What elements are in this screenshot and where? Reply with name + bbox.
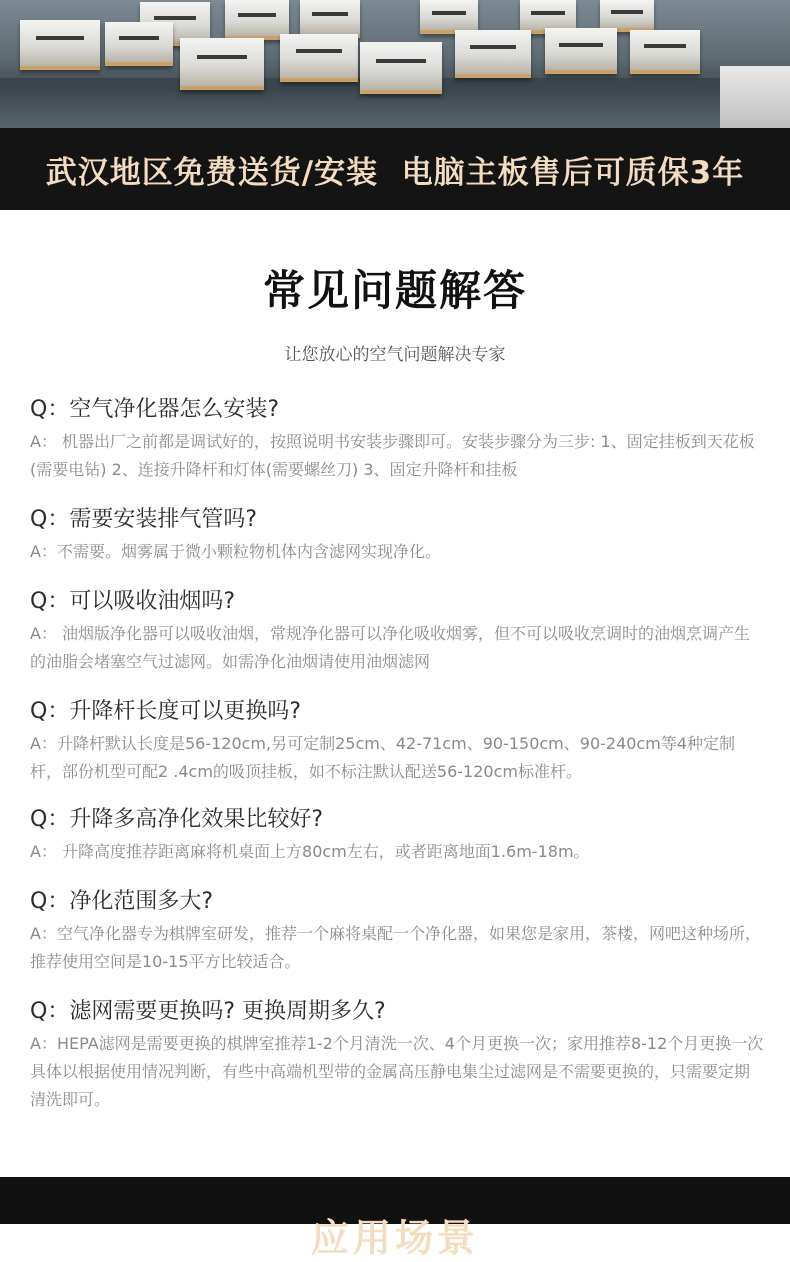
faq-answer: A： 机器出厂之前都是调试好的，按照说明书安装步骤即可。安装步骤分为三步: 1、固定挂板到天花板(需要电钻) 2、连接升降杆和灯体(需要螺丝刀) 3、固定升降杆和挂板	[30, 432, 755, 479]
faq-answer: A：空气净化器专为棋牌室研发，推荐一个麻将桌配一个净化器，如果您是家用，茶楼，网吧这种场所，推荐使用空间是10-15平方比较适合。	[30, 924, 761, 971]
faq-question: Q：升降杆长度可以更换吗?	[30, 699, 301, 724]
unit-shape	[20, 20, 100, 70]
faq-answer: A： 油烟版净化器可以吸收油烟，常规净化器可以净化吸收烟雾，但不可以吸收烹调时的油烟烹调产生的油脂会堵塞空气过滤网。如需净化油烟请使用油烟滤网	[30, 624, 751, 671]
faq-item	[30, 996, 765, 1114]
footer-band	[0, 1177, 790, 1260]
hero-dock	[720, 66, 790, 128]
unit-shape	[280, 34, 358, 82]
footer-title: 应用场景	[310, 1216, 479, 1260]
faq-question: Q：空气净化器怎么安装?	[30, 397, 279, 422]
hero-image	[0, 0, 790, 128]
unit-shape	[360, 42, 442, 94]
faq-list	[30, 394, 765, 1114]
unit-shape	[300, 0, 360, 38]
unit-shape	[630, 30, 700, 74]
unit-shape	[105, 22, 173, 66]
faq-item	[30, 886, 765, 996]
faq-answer: A：升降杆默认长度是56-120cm,另可定制25cm、42-71cm、90-150cm、90-240cm等4种定制杆，部份机型可配2 .4cm的吸顶挂板，如不标注默认配送56-120cm标准杆。	[30, 734, 735, 781]
faq-answer: A：不需要。烟雾属于微小颗粒物机体内含滤网实现净化。	[30, 542, 441, 561]
unit-shape	[420, 0, 478, 34]
faq-item	[30, 504, 765, 586]
faq-item	[30, 804, 765, 886]
faq-question: Q：升降多高净化效果比较好?	[30, 807, 323, 832]
faq-item	[30, 696, 765, 804]
faq-item	[30, 394, 765, 504]
faq-question: Q：净化范围多大?	[30, 889, 213, 914]
faq-question: Q：滤网需要更换吗? 更换周期多久?	[30, 999, 386, 1024]
unit-shape	[545, 28, 617, 74]
faq-question: Q：可以吸收油烟吗?	[30, 589, 235, 614]
faq-item	[30, 586, 765, 696]
section-title: 常见问题解答	[262, 266, 527, 315]
faq-answer: A：HEPA滤网是需要更换的棋牌室推荐1-2个月清洗一次、4个月更换一次；家用推荐8-12个月更换一次具体以根据使用情况判断，有些中高端机型带的金属高压静电集尘过滤网是不需要更换的，只需要定期清洗即可。	[30, 1034, 764, 1109]
promo-banner	[0, 128, 790, 210]
promo-banner-text: 武汉地区免费送货/安装 电脑主板售后可质保3年	[45, 154, 745, 191]
faq-question: Q：需要安装排气管吗?	[30, 507, 257, 532]
unit-shape	[180, 38, 264, 90]
unit-shape	[455, 30, 531, 78]
section-subtitle: 让您放心的空气问题解决专家	[284, 345, 506, 365]
faq-answer: A： 升降高度推荐距离麻将机桌面上方80cm左右，或者距离地面1.6m-18m。	[30, 842, 590, 861]
